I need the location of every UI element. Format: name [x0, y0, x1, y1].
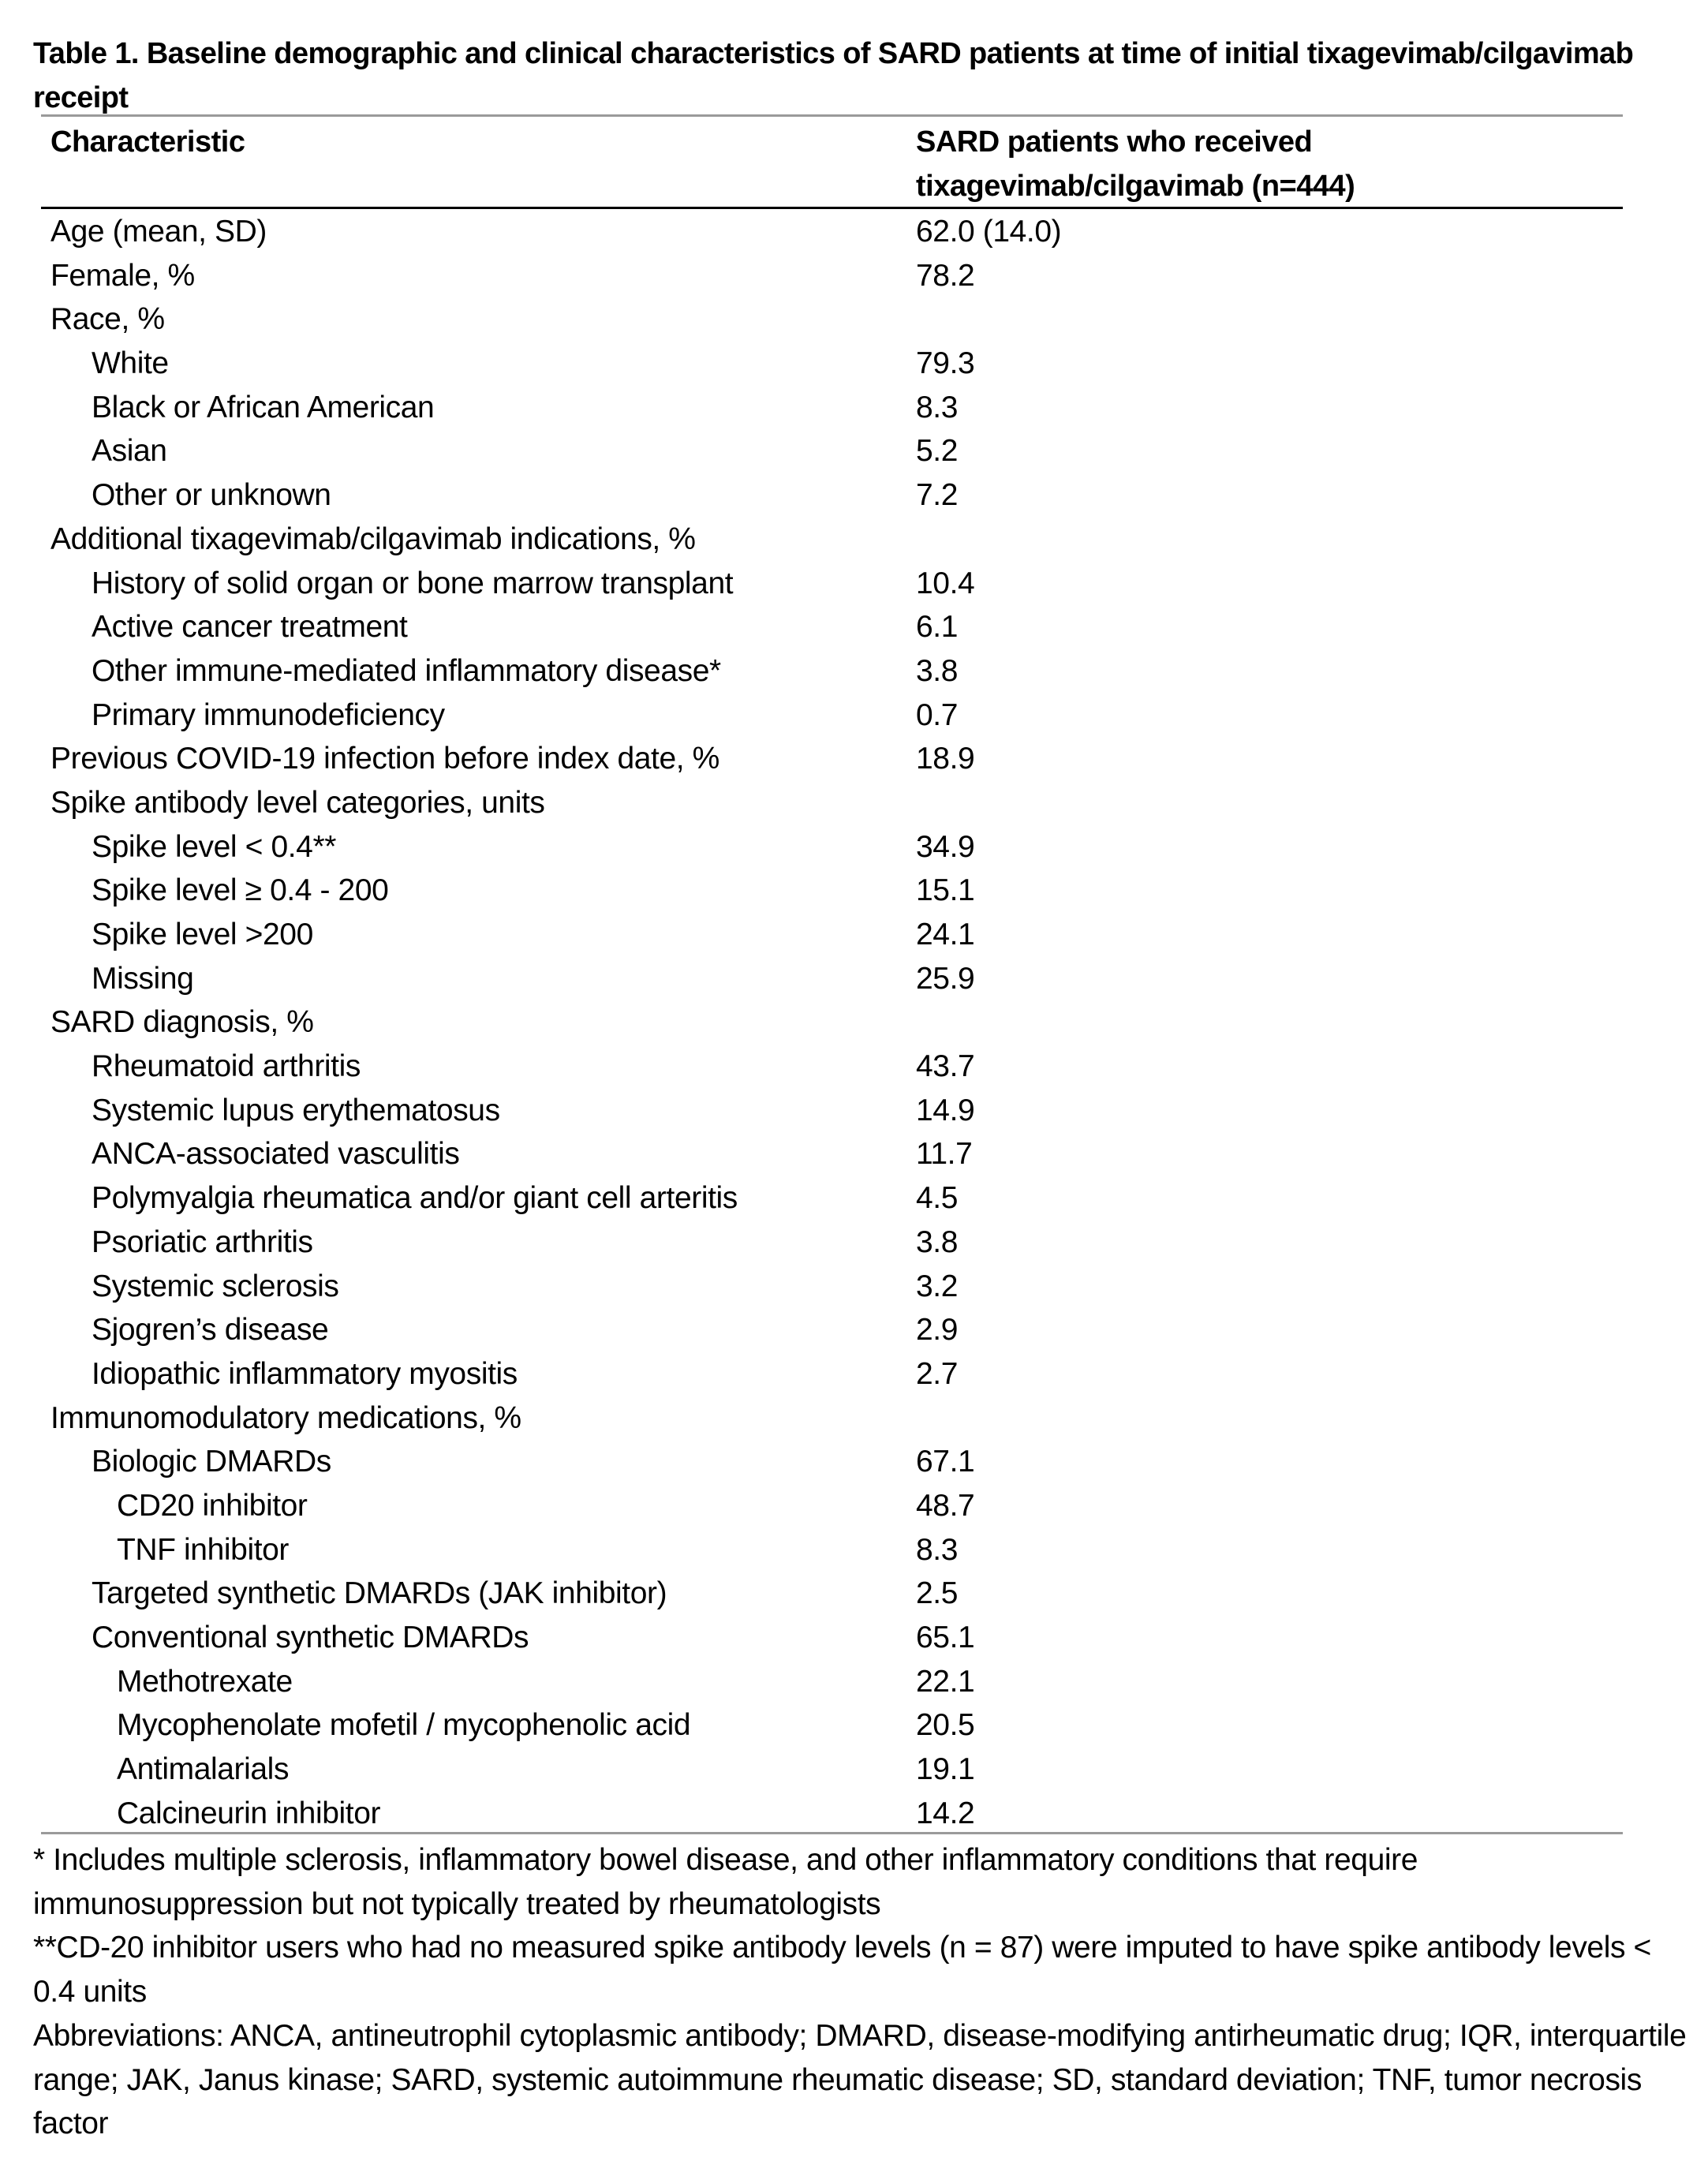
row-value: 62.0 (14.0) [916, 215, 1062, 249]
row-label: Black or African American [92, 390, 435, 424]
row-value: 6.1 [916, 610, 959, 645]
row-label: History of solid organ or bone marrow transplant [92, 566, 734, 600]
row-value: 10.4 [916, 566, 975, 600]
row-value: 78.2 [916, 258, 975, 293]
footnotes [33, 1838, 1690, 2146]
table-row [0, 1440, 1708, 1484]
table-row [0, 1265, 1708, 1309]
row-value: 79.3 [916, 346, 975, 381]
row-label: TNF inhibitor [117, 1532, 290, 1567]
row-label: Mycophenolate mofetil / mycophenolic acid [117, 1708, 691, 1743]
row-value: 2.9 [916, 1313, 959, 1348]
table-row [0, 1484, 1708, 1528]
table-row [0, 473, 1708, 518]
row-label: ANCA-associated vasculitis [92, 1137, 460, 1172]
table-top-rule [41, 114, 1623, 117]
row-value: 8.3 [916, 1532, 959, 1567]
table-row [0, 1396, 1708, 1441]
row-label: Spike level >200 [92, 918, 313, 951]
row-label: Active cancer treatment [92, 610, 408, 645]
table-row [0, 1132, 1708, 1176]
row-value: 3.8 [916, 653, 959, 688]
row-value: 67.1 [916, 1445, 975, 1479]
row-value: 3.8 [916, 1224, 959, 1259]
table-row [0, 957, 1708, 1001]
row-value: 22.1 [916, 1664, 975, 1699]
row-value: 8.3 [916, 390, 959, 424]
row-value: 7.2 [916, 478, 959, 513]
row-label: White [92, 346, 169, 381]
table-title: Table 1. Baseline demographic and clinical characteristics of SARD patients at time of initial tixagevimab/cilgavimab receipt [33, 37, 1634, 114]
table-bottom-rule [41, 1832, 1623, 1834]
row-value: 3.2 [916, 1269, 959, 1303]
footnote-abbreviations: Abbreviations: ANCA, antineutrophil cytoplasmic antibody; DMARD, disease-modifying antirheumatic drug; IQR, interquartile range; JAK, Janus kinase; SARD, systemic autoimmune rheumatic disease; SD, standard deviation; TNF, tumor necrosis factor [33, 2018, 1687, 2141]
row-value: 18.9 [916, 742, 975, 776]
row-label: Immunomodulatory medications, % [50, 1400, 521, 1435]
row-label: Missing [92, 961, 194, 996]
row-value: 48.7 [916, 1488, 975, 1523]
row-label: Asian [92, 434, 167, 469]
row-label: Biologic DMARDs [92, 1445, 331, 1479]
footnote-asterisk: * Includes multiple sclerosis, inflammatory bowel disease, and other inflammatory conditions that require immunosuppression but not typically treated by rheumatologists [33, 1843, 1418, 1921]
row-value: 14.9 [916, 1093, 975, 1127]
row-value: 65.1 [916, 1621, 975, 1654]
row-value: 24.1 [916, 918, 975, 951]
table-row [0, 1176, 1708, 1221]
row-value: 11.7 [916, 1137, 973, 1172]
row-value: 14.2 [916, 1796, 975, 1830]
table-row [0, 1308, 1708, 1352]
table-row [0, 913, 1708, 957]
row-label: Polymyalgia rheumatica and/or giant cell arteritis [92, 1181, 738, 1216]
table-row [0, 562, 1708, 606]
row-label: Idiopathic inflammatory myositis [92, 1356, 518, 1391]
row-label: Systemic lupus erythematosus [92, 1093, 500, 1127]
row-label: Spike level < 0.4** [92, 829, 337, 864]
table-row [0, 1000, 1708, 1045]
table-row [0, 825, 1708, 869]
row-value: 2.5 [916, 1576, 959, 1611]
table-row [0, 1748, 1708, 1792]
table-row [0, 1660, 1708, 1704]
row-label: Sjogren’s disease [92, 1313, 329, 1348]
table-row [0, 386, 1708, 430]
table-row [0, 781, 1708, 825]
row-value: 34.9 [916, 829, 975, 864]
table-row [0, 1528, 1708, 1572]
table-row [0, 1221, 1708, 1265]
table-row [0, 693, 1708, 738]
table-row [0, 297, 1708, 342]
row-label: Rheumatoid arthritis [92, 1049, 361, 1084]
row-label: Other immune-mediated inflammatory disease* [92, 653, 721, 688]
row-label: Age (mean, SD) [50, 215, 267, 249]
table-row [0, 605, 1708, 649]
row-label: CD20 inhibitor [117, 1488, 308, 1523]
row-label: Primary immunodeficiency [92, 697, 445, 732]
row-value: 15.1 [916, 873, 975, 908]
table-row [0, 518, 1708, 562]
row-label: Spike antibody level categories, units [50, 785, 545, 820]
row-label: Other or unknown [92, 478, 331, 513]
row-label: Targeted synthetic DMARDs (JAK inhibitor) [92, 1576, 667, 1611]
table-row [0, 1089, 1708, 1133]
table-row [0, 342, 1708, 386]
table-body [0, 210, 1708, 1835]
row-label: Antimalarials [117, 1752, 290, 1787]
table-row [0, 737, 1708, 781]
header-bottom-rule [41, 207, 1623, 209]
table-row [0, 1352, 1708, 1396]
row-label: Additional tixagevimab/cilgavimab indications, % [50, 522, 696, 556]
row-value: 20.5 [916, 1708, 975, 1743]
table-row [0, 1572, 1708, 1616]
row-label: Psoriatic arthritis [92, 1224, 313, 1259]
row-label: SARD diagnosis, % [50, 1005, 314, 1040]
row-label: Conventional synthetic DMARDs [92, 1621, 529, 1654]
table-row [0, 1703, 1708, 1748]
table-row [0, 210, 1708, 254]
row-value: 25.9 [916, 961, 975, 996]
row-value: 5.2 [916, 434, 959, 469]
row-value: 0.7 [916, 697, 959, 732]
row-label: Calcineurin inhibitor [117, 1796, 381, 1830]
footnote-double-asterisk: **CD-20 inhibitor users who had no measured spike antibody levels (n = 87) were imputed to have spike antibody levels < 0.4 units [33, 1931, 1651, 2009]
table-row [0, 649, 1708, 693]
table-row [0, 254, 1708, 298]
column-header-sard-patients: SARD patients who received tixagevimab/cilgavimab (n=444) [916, 125, 1355, 203]
table-row [0, 1045, 1708, 1089]
row-label: Systemic sclerosis [92, 1269, 339, 1303]
column-header-characteristic: Characteristic [50, 125, 245, 159]
row-value: 43.7 [916, 1049, 975, 1084]
table-row [0, 429, 1708, 473]
row-label: Methotrexate [117, 1664, 293, 1699]
row-label: Race, % [50, 302, 165, 337]
row-label: Spike level ≥ 0.4 - 200 [92, 873, 389, 908]
row-label: Previous COVID-19 infection before index date, % [50, 742, 719, 776]
row-label: Female, % [50, 258, 195, 293]
table-row [0, 1616, 1708, 1660]
row-value: 4.5 [916, 1181, 959, 1216]
row-value: 2.7 [916, 1356, 959, 1391]
table-row [0, 1792, 1708, 1836]
table-row [0, 869, 1708, 913]
row-value: 19.1 [916, 1752, 975, 1787]
